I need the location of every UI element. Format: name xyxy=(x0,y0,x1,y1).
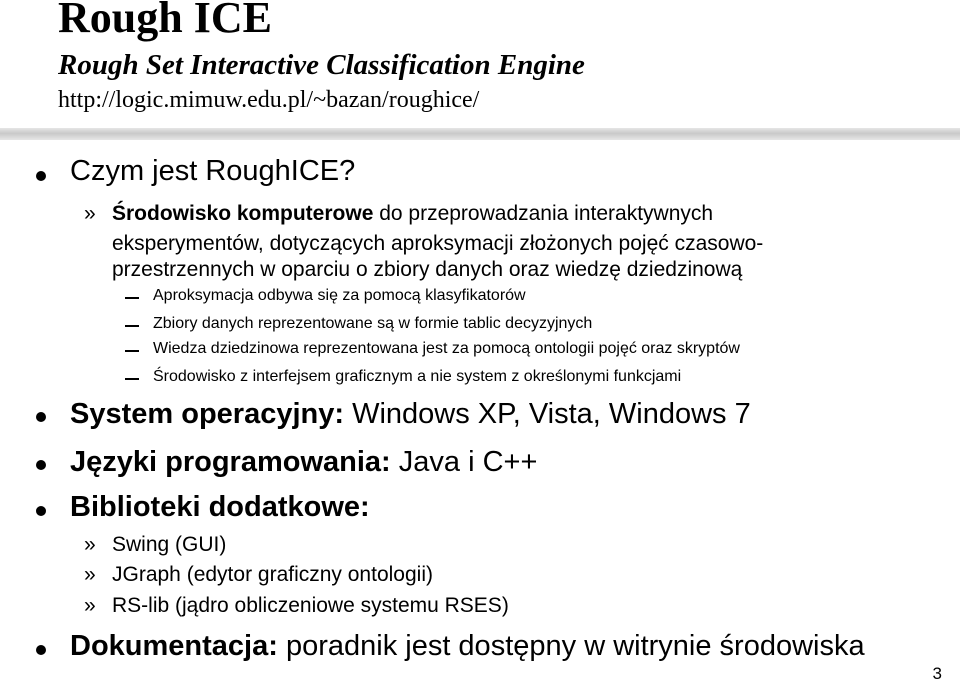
slide-title: Rough ICE xyxy=(58,0,272,42)
dash-marker-icon xyxy=(125,325,139,327)
langs-label: Języki programowania: xyxy=(70,446,391,478)
env-description-line1 xyxy=(112,202,713,226)
sub-item: Wiedza dziedzinowa reprezentowana jest za pomocą ontologii pojęć oraz skryptów xyxy=(153,340,740,357)
bullet-dot-icon xyxy=(36,460,46,470)
bullet-dot-icon xyxy=(36,645,46,655)
raquo-marker-icon: » xyxy=(84,563,96,586)
bullet-dot-icon xyxy=(36,171,46,181)
os-value: Windows XP, Vista, Windows 7 xyxy=(344,398,751,430)
project-url: http://logic.mimuw.edu.pl/~bazan/roughice/ xyxy=(58,87,480,113)
langs-value: Java i C++ xyxy=(390,446,538,478)
bullet-dot-icon xyxy=(36,506,46,516)
raquo-marker-icon: » xyxy=(84,202,96,225)
langs-line xyxy=(70,446,537,479)
lib-item: Swing (GUI) xyxy=(112,533,227,556)
env-description-bold: Środowisko komputerowe xyxy=(112,202,374,225)
docs-line xyxy=(70,630,865,663)
bullet-dot-icon xyxy=(36,412,46,422)
env-description-line3: przestrzennych w oparciu o zbiory danych oraz wiedzę dziedzinową xyxy=(112,258,743,281)
dash-marker-icon xyxy=(125,297,139,299)
page-number: 3 xyxy=(932,664,942,683)
docs-label: Dokumentacja: xyxy=(70,630,278,662)
header-divider xyxy=(0,128,960,140)
env-description-line2: eksperymentów, dotyczących aproksymacji złożonych pojęć czasowo- xyxy=(112,232,764,255)
docs-value: poradnik jest dostępny w witrynie środowiska xyxy=(277,630,865,662)
heading-what: Czym jest RoughICE? xyxy=(70,155,356,187)
os-label: System operacyjny: xyxy=(70,398,345,430)
dash-marker-icon xyxy=(125,378,139,380)
sub-item: Środowisko z interfejsem graficznym a nie system z określonymi funkcjami xyxy=(153,368,682,385)
raquo-marker-icon: » xyxy=(84,594,96,617)
lib-item: RS-lib (jądro obliczeniowe systemu RSES) xyxy=(112,594,509,617)
env-description-rest: do przeprowadzania interaktywnych xyxy=(373,202,714,225)
dash-marker-icon xyxy=(125,350,139,352)
os-line xyxy=(70,398,751,431)
sub-item: Zbiory danych reprezentowane są w formie tablic decyzyjnych xyxy=(153,315,593,332)
sub-item: Aproksymacja odbywa się za pomocą klasyfikatorów xyxy=(153,287,526,304)
libs-label: Biblioteki dodatkowe: xyxy=(70,491,370,523)
raquo-marker-icon: » xyxy=(84,533,96,556)
slide-subtitle: Rough Set Interactive Classification Engine xyxy=(58,49,585,81)
lib-item: JGraph (edytor graficzny ontologii) xyxy=(112,563,433,586)
